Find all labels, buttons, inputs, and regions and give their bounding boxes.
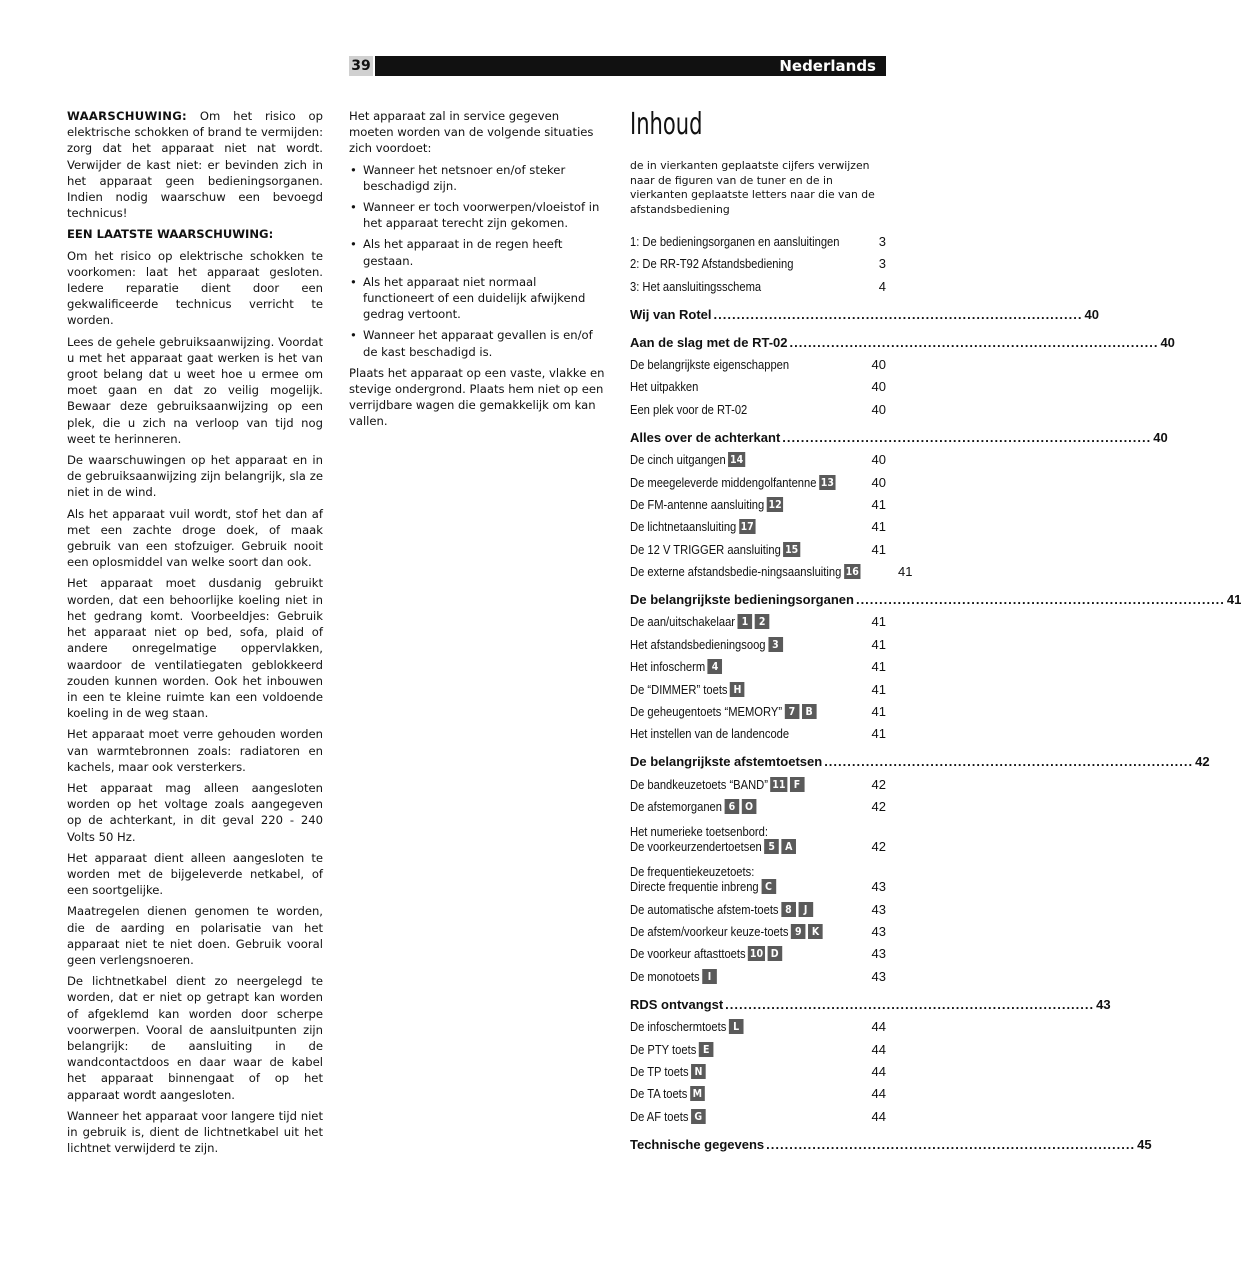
toc-section-entry — [630, 417, 1168, 445]
toc-page-number: 41 — [871, 704, 886, 720]
toc-entry-label — [630, 402, 747, 417]
toc-entry-label — [630, 1042, 713, 1057]
toc-page-number: 41 — [871, 659, 886, 675]
toc-entry-label-text: De 12 V TRIGGER aansluiting — [630, 541, 781, 557]
toc-entry-label — [630, 659, 722, 674]
toc-entry-label-text: RDS ontvangst — [630, 996, 724, 1012]
toc-entry-label — [630, 997, 723, 1012]
toc-entry-label — [630, 335, 788, 350]
warning-text: Om het risico op elektrische schokken of brand te vermijden: zorg dat het apparaat niet nat wordt. Verwijder de kast niet: er bevinden zich in het apparaat geen bedieningsorganen. Indien nodig waarschuw een bevoegd technicus! — [67, 109, 324, 221]
toc-page-number: 42 — [871, 776, 886, 792]
figure-key-badge: H — [730, 682, 745, 697]
toc-entry-label — [630, 357, 789, 372]
figure-key-badge: O — [742, 799, 757, 814]
toc-entry-label-text: De aan/uitschakelaar — [630, 614, 736, 630]
toc-entry-label — [630, 256, 793, 271]
toc-entry-label — [630, 754, 822, 769]
toc-entry — [630, 792, 886, 814]
toc-entry-label — [630, 1064, 706, 1079]
figure-key-badge: 11 — [772, 777, 786, 791]
toc-section-entry — [630, 1124, 1152, 1152]
toc-page-number: 41 — [871, 726, 886, 742]
figure-key-badge: 14 — [730, 453, 744, 467]
toc-page-number: 45 — [1137, 1136, 1152, 1152]
figure-key-badge: N — [691, 1064, 706, 1079]
toc-page-number: 43 — [871, 946, 886, 962]
toc-entry-label-text: De TP toets — [630, 1063, 689, 1079]
toc-section-entry — [630, 984, 1111, 1012]
toc-entry-label — [630, 682, 745, 697]
placement-paragraph: Plaats het apparaat op een vaste, vlakke en stevige ondergrond. Plaats hem niet op een verrijdbare wagen die gemakkelijk om kan vallen. — [349, 365, 605, 429]
toc-page-number: 43 — [871, 879, 886, 895]
toc-entry — [630, 814, 886, 854]
toc-entry-label — [630, 924, 823, 939]
toc-entry-label-text: 1: De bedieningsorganen en aansluitingen — [630, 233, 840, 249]
figure-key-badge: D — [767, 946, 782, 961]
toc-page-number: 40 — [1084, 306, 1099, 322]
toc-entry-label-line: De frequentiekeuzetoets: — [630, 864, 755, 880]
table-of-contents — [630, 105, 1241, 1152]
toc-entry-label-text: De voorkeurzendertoetsen — [630, 839, 762, 855]
toc-page-number: 40 — [871, 474, 886, 490]
toc-page-number: 41 — [871, 636, 886, 652]
toc-entry-label — [630, 1137, 764, 1152]
toc-entry — [630, 249, 886, 271]
toc-page-number: 44 — [871, 1019, 886, 1035]
toc-entry — [630, 226, 886, 248]
toc-entry-label-text: 2: De RR-T92 Afstandsbediening — [630, 256, 794, 272]
toc-entry — [630, 607, 886, 629]
toc-page-number: 42 — [1195, 754, 1210, 770]
toc-entry-label — [630, 946, 782, 961]
toc-entry — [630, 1079, 886, 1101]
safety-column-left — [67, 108, 323, 1161]
safety-paragraph: Het apparaat dient alleen aangesloten te worden met de bijgeleverde netkabel, of een soortgelijke. — [67, 850, 323, 898]
toc-page-number: 40 — [871, 379, 886, 395]
toc-section-entry — [630, 322, 1175, 350]
figure-key-badge: G — [691, 1109, 706, 1124]
toc-entry-label-text: De afstemorganen — [630, 799, 722, 815]
language-banner: Nederlands — [375, 56, 886, 76]
service-intro: Het apparaat zal in service gegeven moeten worden van de volgende situaties zich voordoet: — [349, 109, 594, 156]
safety-paragraph: Het apparaat mag alleen aangesloten worden op het voltage zoals aangegeven op de achterkant, in dit geval 220 - 240 Volts 50 Hz. — [67, 780, 323, 844]
toc-intro: de in vierkanten geplaatste cijfers verwijzen naar de figuren van de tuner en de in vierkanten geplaatste letters naar die van de afstandsbediening — [630, 159, 875, 216]
service-list — [349, 162, 605, 360]
toc-entry-label — [630, 864, 776, 894]
toc-entry-label — [630, 1086, 705, 1101]
toc-entry-label — [630, 726, 789, 741]
toc-entry-label-text: De belangrijkste eigenschappen — [630, 356, 790, 372]
toc-page-number: 44 — [871, 1108, 886, 1124]
toc-entry — [630, 467, 886, 489]
toc-entry-label-text: De meegeleverde middengolfantenne — [630, 474, 817, 490]
toc-entry — [630, 512, 886, 534]
toc-entry — [630, 917, 886, 939]
toc-page-number: 40 — [871, 401, 886, 417]
toc-entry-label — [630, 379, 698, 394]
toc-entry — [630, 674, 886, 696]
toc-entry-label-line — [630, 879, 776, 894]
toc-entry-label — [630, 279, 761, 294]
toc-entry — [630, 1012, 886, 1034]
toc-entry — [630, 719, 886, 741]
figure-key-badge: 4 — [708, 659, 723, 674]
toc-entry-label — [630, 1019, 744, 1034]
toc-entry-label — [630, 519, 755, 534]
list-item: • Wanneer er toch voorwerpen/vloeistof in het apparaat terecht zijn gekomen. — [349, 199, 605, 231]
toc-page-number: 3 — [878, 256, 886, 272]
toc-entry-label — [630, 902, 813, 917]
toc-entry-label-text: Het uitpakken — [630, 379, 699, 395]
safety-paragraph: Het apparaat moet dusdanig gebruikt worden, dat een behoorlijke koeling niet in het gedrang komt. Voorbeeldjes: Gebruik het apparaat niet op bed, sofa, plaid of andere onregelmatige oppervlakken, waardoor de ventilatiegaten geblokkeerd zouden kunnen worden. Ook het inbouwen in een te kleine ruimte kan een voldoende koeling in de weg staan. — [67, 576, 323, 721]
toc-entry — [630, 394, 886, 416]
toc-entry-label-text: De infoschermtoets — [630, 1019, 727, 1035]
toc-entry — [630, 534, 886, 556]
toc-entry — [630, 894, 886, 916]
figure-key-badge: B — [802, 704, 817, 719]
figure-key-badge: M — [690, 1086, 705, 1101]
safety-paragraph: Wanneer het apparaat voor langere tijd niet in gebruik is, dient de lichtnetkabel uit het lichtnet verwijderd te zijn. — [67, 1108, 323, 1156]
dot-leader: ................................................................................ — [855, 592, 1225, 608]
toc-entry-label — [630, 234, 839, 249]
toc-entry-label — [630, 497, 783, 512]
toc-page-number: 41 — [871, 614, 886, 630]
dot-leader: ................................................................................ — [725, 996, 1095, 1012]
toc-page-number: 43 — [1096, 996, 1111, 1012]
toc-page-number: 40 — [1153, 429, 1168, 445]
toc-entry-label-text: De lichtnetaansluiting — [630, 519, 737, 535]
toc-section-entry — [630, 294, 1099, 322]
toc-entry-label — [630, 430, 780, 445]
toc-entry — [630, 271, 886, 293]
figure-key-badge: I — [702, 969, 717, 984]
toc-page-number: 3 — [878, 233, 886, 249]
toc-entry-label-line — [630, 839, 796, 854]
toc-page-number: 41 — [898, 564, 913, 580]
toc-entry — [630, 697, 886, 719]
toc-entry — [630, 652, 886, 674]
toc-page-number: 43 — [871, 968, 886, 984]
toc-entry — [630, 350, 886, 372]
safety-paragraph: Het apparaat moet verre gehouden worden van warmtebronnen zoals: radiatoren en kachels, maar ook versterkers. — [67, 727, 323, 774]
dot-leader: ................................................................................ — [824, 754, 1194, 770]
toc-entry-label-text: De “DIMMER” toets — [630, 681, 728, 697]
toc-entry-label-text: De belangrijkste bedieningsorganen — [630, 592, 854, 608]
figure-key-badge: 1 — [738, 614, 753, 629]
safety-paragraph: Lees de gehele gebruiksaanwijzing. Voordat u met het apparaat gaat werken is het van groot belang dat u weet hoe u ermee om moet gaan en dat zo veilig mogelijk. Bewaar deze gebruiksaanwijzing op een plek, die u zich na verloop van tijd nog weet te herinneren. — [67, 334, 323, 446]
toc-entry — [630, 629, 886, 651]
toc-entry-label-text: De monotoets — [630, 968, 700, 984]
figure-key-badge: F — [790, 777, 805, 792]
toc-page-number: 40 — [1160, 334, 1175, 350]
toc-page-number: 44 — [871, 1041, 886, 1057]
last-warning-heading: EEN LAATSTE WAARSCHUWING: — [67, 227, 274, 242]
figure-key-badge: 7 — [785, 704, 800, 719]
toc-entry-label — [630, 969, 717, 984]
figure-key-badge: 10 — [749, 947, 764, 961]
toc-entry-label-text: Het infoscherm — [630, 659, 706, 675]
list-item: • Wanneer het apparaat gevallen is en/of de kast beschadigd is. — [349, 327, 605, 359]
toc-entry-label — [630, 799, 756, 814]
figure-key-badge: E — [699, 1042, 714, 1057]
toc-section-entry — [630, 741, 1210, 770]
toc-page-number: 43 — [871, 923, 886, 939]
toc-entry-label-text: De bandkeuzetoets “BAND” — [630, 776, 768, 792]
toc-entry — [630, 961, 886, 983]
toc-page-number: 44 — [871, 1063, 886, 1079]
figure-key-badge: 3 — [768, 637, 783, 652]
figure-key-badge: C — [761, 879, 776, 894]
toc-entry-label-line: Het numerieke toetsenbord: — [630, 824, 768, 840]
figure-key-badge: 17 — [740, 520, 754, 534]
toc-entry-label-text: 3: Het aansluitingsschema — [630, 278, 762, 294]
safety-paragraph: De lichtnetkabel dient zo neergelegd te worden, dat er niet op getrapt kan worden of afgeklemd kan worden door scherpe voorwerpen. Vooral de aansluitpunten zijn belangrijk: de aansluiting in de wandcontactdoos en daar waar de kabel het apparaat binnengaat of op het apparaat wordt aangesloten. — [67, 974, 323, 1102]
toc-page-number: 4 — [878, 278, 886, 294]
toc-entry-label-text: De belangrijkste afstemtoetsen — [630, 754, 823, 770]
figure-key-badge: K — [808, 924, 823, 939]
toc-page-number: 40 — [871, 452, 886, 468]
toc-entry-label — [630, 452, 745, 467]
toc-entry-label — [630, 542, 800, 557]
toc-entry-label-text: De cinch uitgangen — [630, 452, 726, 468]
toc-entry-label — [630, 307, 712, 322]
toc-entry-label-text: De PTY toets — [630, 1041, 697, 1057]
toc-entry-label — [630, 564, 861, 579]
toc-page-number: 42 — [871, 839, 886, 855]
toc-entry — [630, 1034, 886, 1056]
toc-page-number: 41 — [871, 681, 886, 697]
safety-paragraph: De waarschuwingen op het apparaat en in de gebruiksaanwijzing zijn belangrijk, sla ze niet in de wind. — [67, 453, 323, 500]
toc-entry-label-text: Directe frequentie inbreng — [630, 879, 759, 895]
list-item: • Als het apparaat niet normaal functioneert of een duidelijk afwijkend gedrag vertoont. — [349, 274, 605, 323]
toc-entry-label — [630, 614, 769, 629]
figure-key-badge: 13 — [820, 475, 834, 489]
toc-list — [630, 226, 1241, 1152]
toc-entry-label-text: Aan de slag met de RT-02 — [630, 334, 788, 350]
figure-key-badge: 15 — [785, 542, 799, 556]
toc-entry-label-text: Alles over de achterkant — [630, 429, 781, 445]
toc-entry-label-text: De geheugentoets “MEMORY” — [630, 704, 783, 720]
toc-entry-label-text: De FM-antenne aansluiting — [630, 496, 765, 512]
figure-key-badge: L — [729, 1019, 744, 1034]
toc-entry-label-text: De AF toets — [630, 1108, 689, 1124]
toc-entry-label-text: Wij van Rotel — [630, 306, 712, 322]
toc-entry — [630, 490, 886, 512]
toc-entry — [630, 1101, 886, 1123]
toc-page-number: 42 — [871, 799, 886, 815]
figure-key-badge: 2 — [755, 614, 770, 629]
toc-section-entry — [630, 579, 1241, 608]
figure-key-badge: J — [798, 902, 813, 917]
dot-leader: ................................................................................ — [782, 429, 1152, 445]
safety-paragraph: Om het risico op elektrische schokken te voorkomen: laat het apparaat gesloten. Iedere reparatie dient door een gekwalificeerde technicus verricht te worden. — [67, 248, 323, 328]
warning-label: WAARSCHUWING: — [67, 109, 187, 123]
toc-page-number: 43 — [871, 901, 886, 917]
toc-entry-label-text: De TA toets — [630, 1086, 688, 1102]
toc-entry-label — [630, 704, 816, 719]
toc-entry-label — [630, 1109, 706, 1124]
toc-entry-label — [630, 777, 804, 792]
safety-column-middle — [349, 108, 605, 435]
warning-paragraph — [67, 108, 323, 221]
toc-page-number: 41 — [1226, 592, 1241, 608]
toc-entry-label-text: De afstem/voorkeur keuze-toets — [630, 923, 789, 939]
dot-leader: ................................................................................ — [713, 306, 1083, 322]
toc-entry-label-text: De externe afstandsbedie-ningsaansluiting — [630, 564, 842, 580]
list-item: • Als het apparaat in de regen heeft gestaan. — [349, 236, 605, 268]
toc-entry — [630, 854, 886, 894]
dot-leader: ................................................................................ — [766, 1136, 1136, 1152]
list-item: • Wanneer het netsnoer en/of steker beschadigd zijn. — [349, 162, 605, 194]
toc-entry — [630, 557, 913, 580]
toc-entry-label — [630, 475, 836, 490]
toc-entry-label-text: Het instellen van de landencode — [630, 726, 790, 742]
safety-paragraph: Maatregelen dienen genomen te worden, die de aarding en polarisatie van het apparaat niet te niet doen. Gebruik vooral geen verlengsnoeren. — [67, 904, 323, 967]
toc-entry-label-text: De voorkeur aftasttoets — [630, 946, 746, 962]
page-title: Inhoud — [630, 107, 703, 142]
figure-key-badge: 9 — [791, 924, 806, 939]
toc-page-number: 44 — [871, 1086, 886, 1102]
toc-page-number: 41 — [871, 496, 886, 512]
toc-page-number: 41 — [871, 519, 886, 535]
toc-entry-label — [630, 824, 796, 854]
toc-entry-label — [630, 637, 783, 652]
dot-leader: ................................................................................ — [789, 334, 1159, 350]
page-number: 39 — [349, 56, 373, 76]
toc-entry — [630, 769, 886, 791]
toc-entry-label-text: De automatische afstem-toets — [630, 901, 779, 917]
toc-entry — [630, 1057, 886, 1079]
toc-entry — [630, 445, 886, 467]
figure-key-badge: 16 — [845, 565, 859, 579]
figure-key-badge: 5 — [764, 839, 779, 854]
figure-key-badge: A — [782, 839, 797, 854]
toc-entry — [630, 372, 886, 394]
toc-page-number: 40 — [871, 356, 886, 372]
toc-page-number: 41 — [871, 541, 886, 557]
toc-entry-label-text: Technische gegevens — [630, 1136, 765, 1152]
toc-entry-label — [630, 592, 854, 607]
toc-entry — [630, 939, 886, 961]
toc-entry-label-text: Het afstandsbedieningsoog — [630, 636, 766, 652]
figure-key-badge: 12 — [768, 497, 782, 511]
toc-entry-label-text: Een plek voor de RT-02 — [630, 401, 748, 417]
figure-key-badge: 6 — [725, 799, 740, 814]
safety-paragraph: Als het apparaat vuil wordt, stof het dan af met een zachte droge doek, of maak gebruik van een stofzuiger. Gebruik nooit een oplosmiddel van welke soort dan ook. — [67, 506, 323, 570]
figure-key-badge: 8 — [781, 902, 796, 917]
